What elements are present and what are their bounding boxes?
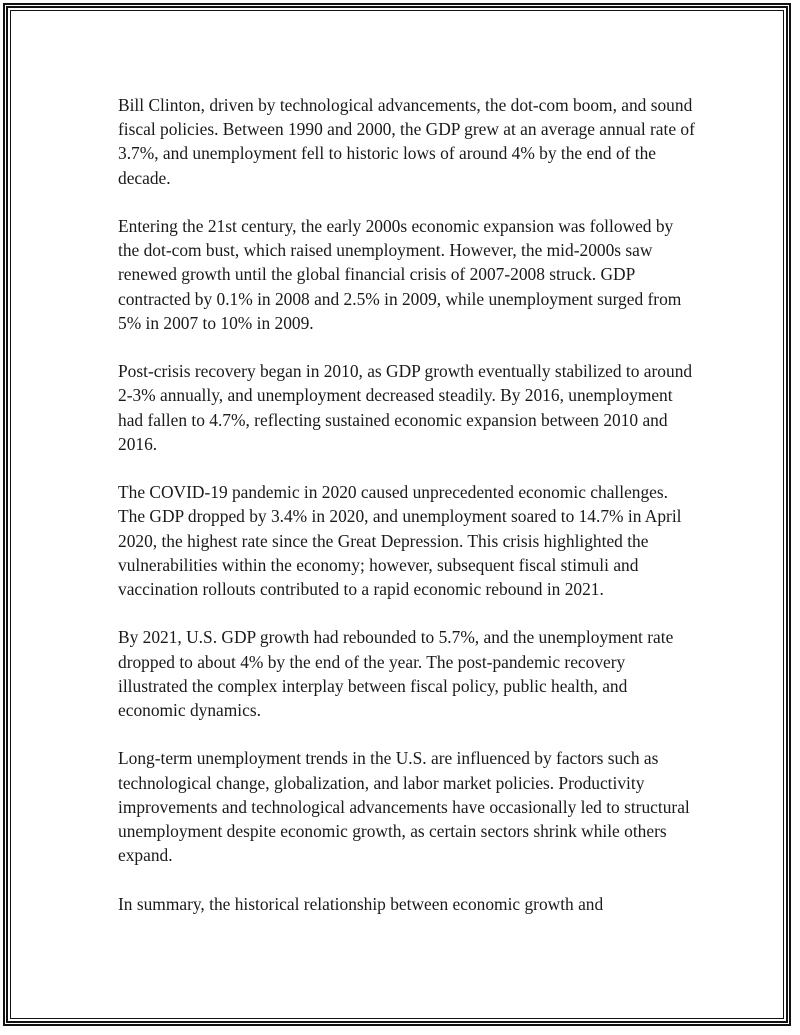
paragraph-long-term-trends: Long-term unemployment trends in the U.S. are influenced by factors such as technological change, globalization, and labor market policies. Productivity improvements and technological advancements have occasionally led to structural unemployment despite economic growth, as certain sectors shrink while others expand. — [118, 748, 690, 866]
paragraph-summary: In summary, the historical relationship between economic growth and — [118, 893, 604, 914]
paragraph-clinton-era: Bill Clinton, driven by technological advancements, the dot-com boom, and sound fiscal policies. Between 1990 and 2000, the GDP grew at an average annual rate of 3.7%, and unemployment fell to historic lows of around 4% by the end of the decade. — [118, 95, 695, 188]
paragraph-21st-century: Entering the 21st century, the early 2000s economic expansion was followed by the dot-com bust, which raised unemployment. However, the mid-2000s saw renewed growth until the global financial crisis of 2007-2008 struck. GDP contracted by 0.1% in 2008 and 2.5% in 2009, while unemployment surged from 5% in 2007 to 10% in 2009. — [118, 216, 682, 333]
paragraph-post-crisis: Post-crisis recovery began in 2010, as GDP growth eventually stabilized to around 2-3% annually, and unemployment decreased steadily. By 2016, unemployment had fallen to 4.7%, reflecting sustained economic expansion between 2010 and 2016. — [118, 361, 693, 454]
paragraph-rebound-2021: By 2021, U.S. GDP growth had rebounded to 5.7%, and the unemployment rate dropped to about 4% by the end of the year. The post-pandemic recovery illustrated the complex interplay between fiscal policy, public health, and economic dynamics. — [118, 627, 674, 721]
paragraph-covid: The COVID-19 pandemic in 2020 caused unprecedented economic challenges. The GDP dropped by 3.4% in 2020, and unemployment soared to 14.7% in April 2020, the highest rate since the Great Depression. This crisis highlighted the vulnerabilities within the economy; however, subsequent fiscal stimuli and vaccination rollouts contributed to a rapid economic rebound in 2021. — [118, 482, 682, 600]
document-body — [118, 93, 698, 940]
